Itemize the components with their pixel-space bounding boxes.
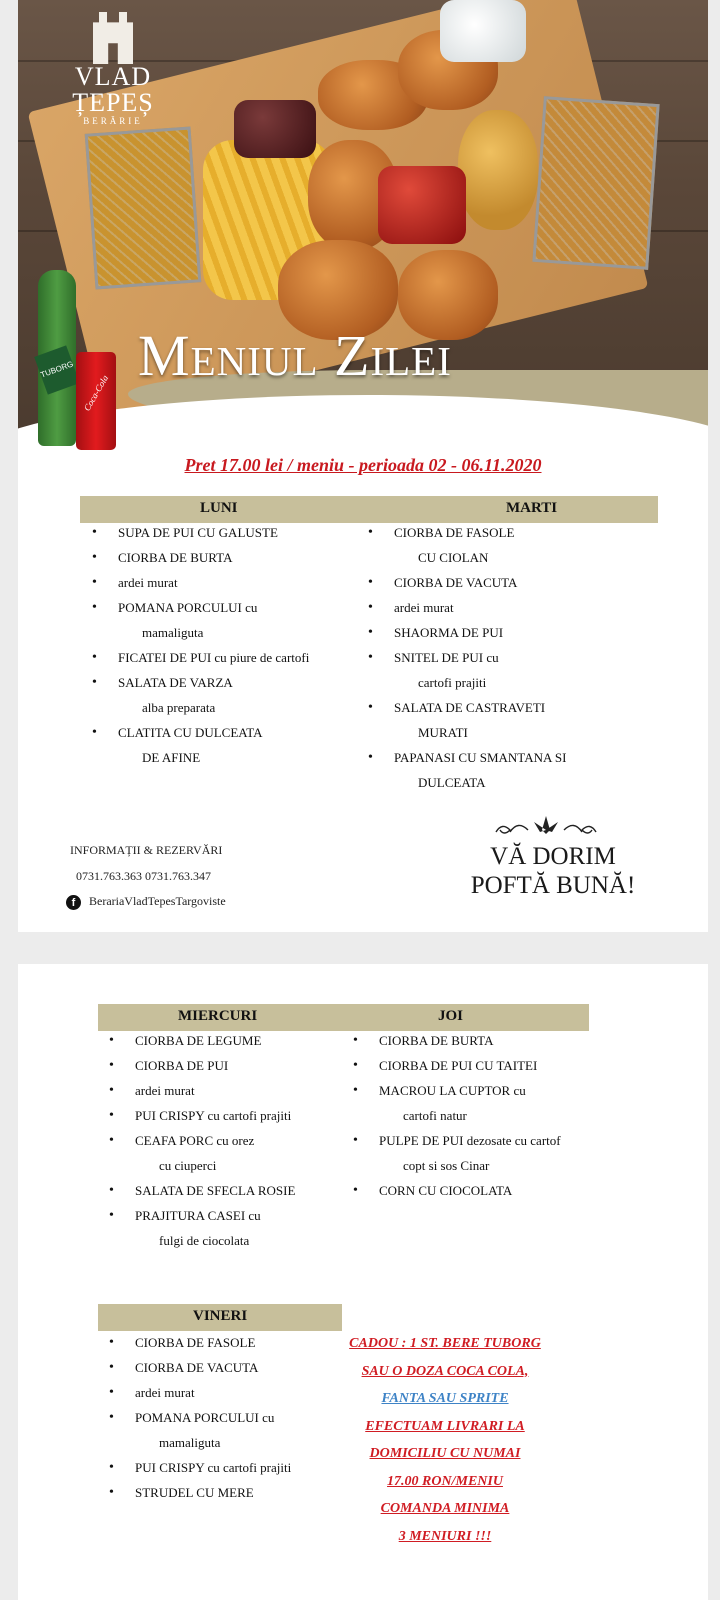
menu-item: • PAPANASI CU SMANTANA SI <box>394 745 566 770</box>
potato-wedges <box>458 110 538 230</box>
menu-item: DULCEATA <box>418 775 486 790</box>
hero-food-image <box>18 0 708 462</box>
menu-item: mamaliguta <box>159 1435 221 1450</box>
menu-item: CU CIOLAN <box>418 550 489 565</box>
garlic-sauce <box>440 0 526 62</box>
bbq-sauce <box>234 100 316 158</box>
promo-line: FANTA SAU SPRITE <box>381 1391 509 1406</box>
menu-item: mamaliguta <box>142 625 204 640</box>
menu-item: fulgi de ciocolata <box>159 1233 250 1248</box>
menu-item: • PUI CRISPY cu cartofi prajiti <box>135 1455 291 1480</box>
menu-item: • CORN CU CIOCOLATA <box>379 1178 561 1203</box>
wedges-basket <box>532 96 659 270</box>
beer-label: TUBORG <box>34 345 80 394</box>
menu-item: copt si sos Cinar <box>403 1158 490 1173</box>
menu-item: alba preparata <box>142 700 216 715</box>
day-header-joi: JOI <box>438 1008 464 1024</box>
menu-item: • POMANA PORCULUI cu <box>135 1405 291 1430</box>
day-header-vineri: VINERI <box>193 1308 248 1324</box>
promo-line: EFECTUAM LIVRARI LA <box>365 1418 525 1434</box>
wish-line-2: POFTĂ BUNĂ! <box>470 872 636 899</box>
page-title: Meniul Zilei <box>138 323 452 388</box>
menu-item: • SALATA DE VARZA <box>118 670 309 695</box>
menu-item: cu ciuperci <box>159 1158 217 1173</box>
menu-item: • SALATA DE SFECLA ROSIE <box>135 1178 295 1203</box>
day-header-luni: LUNI <box>200 500 238 516</box>
menu-item: • CIORBA DE FASOLE <box>135 1330 291 1355</box>
price-period: Pret 17.00 lei / meniu - perioada 02 - 06.11.2020 <box>184 455 542 475</box>
ornament-icon <box>486 812 606 842</box>
menu-item: • CIORBA DE BURTA <box>118 545 309 570</box>
menu-item: cartofi prajiti <box>418 675 487 690</box>
menu-item: • SUPA DE PUI CU GALUSTE <box>118 520 309 545</box>
brand-name: VLAD <box>74 62 152 91</box>
promo-line: SAU O DOZA COCA COLA, <box>361 1363 529 1379</box>
menu-list-miercuri <box>135 1028 295 1253</box>
menu-item: • CIORBA DE PUI CU TAITEI <box>379 1053 561 1078</box>
brand-subtitle: BERĂRIE <box>83 116 143 126</box>
menu-item: • CLATITA CU DULCEATA <box>118 720 309 745</box>
day-header-miercuri: MIERCURI <box>178 1008 258 1024</box>
menu-item: MURATI <box>418 725 468 740</box>
menu-item: • SNITEL DE PUI cu <box>394 645 566 670</box>
promo-line: COMANDA MINIMA <box>380 1501 510 1516</box>
menu-item: • POMANA PORCULUI cu <box>118 595 309 620</box>
menu-item: • CIORBA DE VACUTA <box>394 570 566 595</box>
menu-list-joi <box>379 1028 561 1203</box>
tuborg-bottle <box>38 270 76 446</box>
wish-line-1: VĂ DORIM <box>490 843 616 870</box>
menu-list-luni <box>118 520 309 770</box>
promo-line: 17.00 RON/MENIU <box>387 1473 503 1489</box>
day-header-row <box>80 496 658 523</box>
menu-item: • CIORBA DE LEGUME <box>135 1028 295 1053</box>
promo-line: 3 MENIURI !!! <box>398 1528 492 1544</box>
menu-item: • CIORBA DE FASOLE <box>394 520 566 545</box>
castle-icon <box>93 12 133 64</box>
menu-item: • SHAORMA DE PUI <box>394 620 566 645</box>
brand-name-2: ȚEPEȘ <box>72 88 154 117</box>
menu-item: • ardei murat <box>118 570 309 595</box>
good-appetite-message <box>428 842 678 900</box>
contact-heading: INFORMAȚII & REZERVĂRI <box>70 843 223 857</box>
menu-item: • CEAFA PORC cu orez <box>135 1128 295 1153</box>
menu-item: • FICATEI DE PUI cu piure de cartofi <box>118 645 309 670</box>
day-header-row <box>98 1304 342 1331</box>
facebook-link[interactable] <box>66 894 226 910</box>
menu-item: • CIORBA DE BURTA <box>379 1028 561 1053</box>
menu-list-vineri <box>135 1330 291 1505</box>
menu-item: cartofi natur <box>403 1108 467 1123</box>
menu-list-marti <box>394 520 566 795</box>
facebook-icon: f <box>66 895 81 910</box>
promo-line: CADOU : 1 ST. BERE TUBORG <box>349 1336 541 1351</box>
menu-item: • STRUDEL CU MERE <box>135 1480 291 1505</box>
menu-item: • ardei murat <box>135 1380 291 1405</box>
promo-line: DOMICILIU CU NUMAI <box>369 1446 521 1461</box>
day-header-row <box>98 1004 589 1031</box>
coca-cola-can <box>76 352 116 450</box>
menu-item: DE AFINE <box>142 750 201 765</box>
menu-item: • PRAJITURA CASEI cu <box>135 1203 295 1228</box>
menu-item: • ardei murat <box>135 1078 295 1103</box>
ketchup <box>378 166 466 244</box>
can-label: Coca-Cola <box>81 373 111 413</box>
contact-phones: 0731.763.363 0731.763.347 <box>76 869 211 883</box>
menu-item: • PULPE DE PUI dezosate cu cartof <box>379 1128 561 1153</box>
menu-item: • MACROU LA CUPTOR cu <box>379 1078 561 1103</box>
menu-item: • SALATA DE CASTRAVETI <box>394 695 566 720</box>
day-header-marti: MARTI <box>506 500 558 516</box>
menu-item: • CIORBA DE PUI <box>135 1053 295 1078</box>
menu-item: • CIORBA DE VACUTA <box>135 1355 291 1380</box>
menu-item: • ardei murat <box>394 595 566 620</box>
menu-sheet-1 <box>18 0 708 932</box>
fries-basket <box>85 126 202 289</box>
menu-item: • PUI CRISPY cu cartofi prajiti <box>135 1103 295 1128</box>
promo-offer <box>330 1330 560 1550</box>
vlad-tepes-logo <box>58 12 168 126</box>
facebook-page-name: BerariaVladTepesTargoviste <box>89 894 226 908</box>
